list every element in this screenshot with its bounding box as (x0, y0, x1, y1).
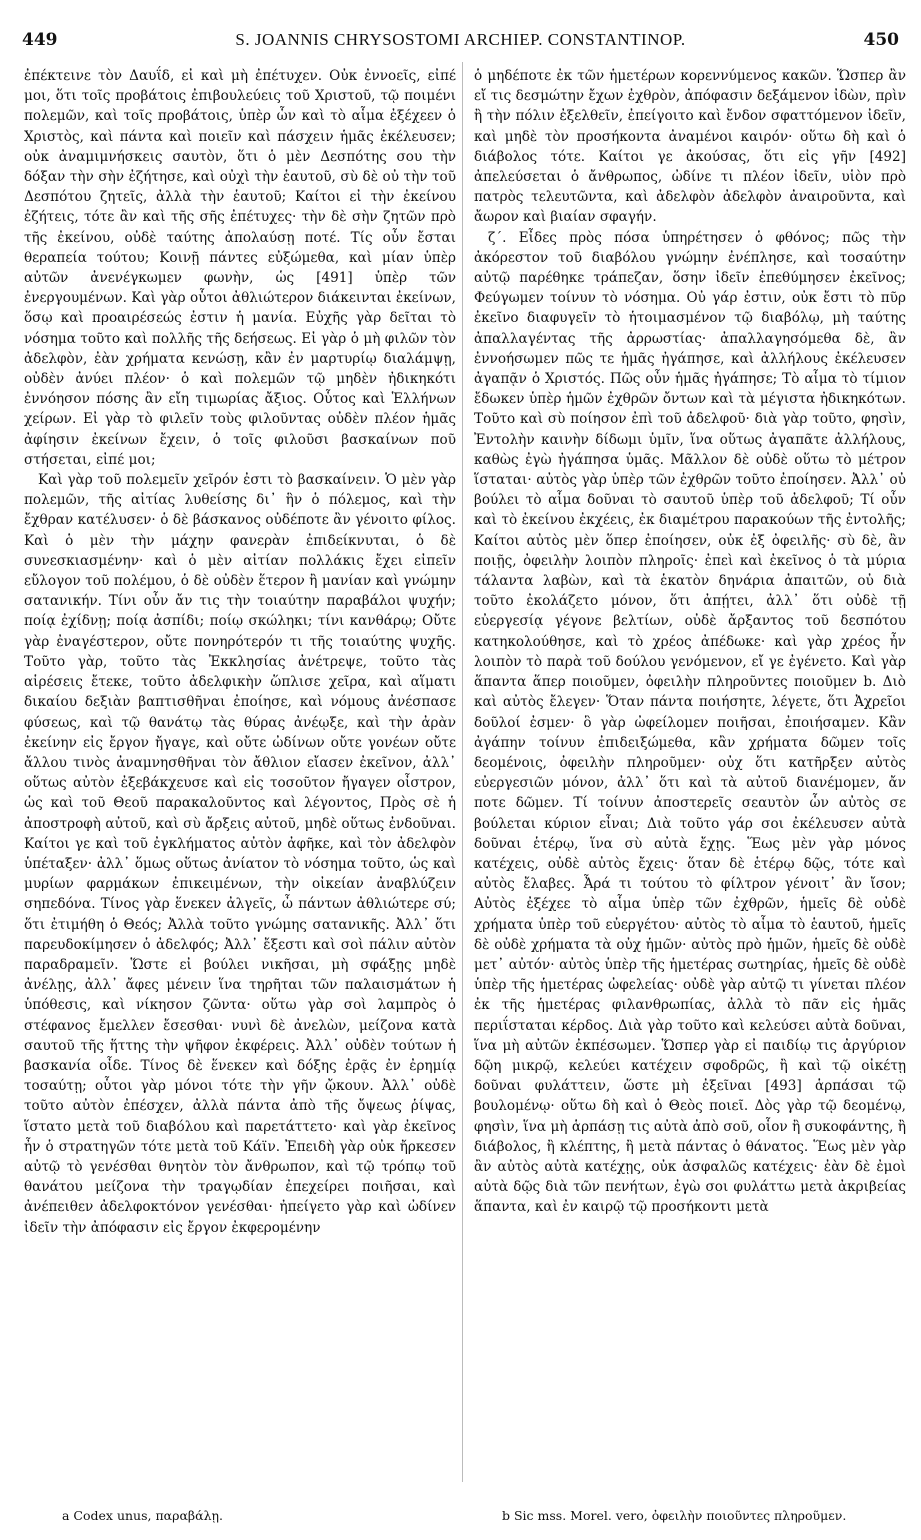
running-title: S. JOANNIS CHRYSOSTOMI ARCHIEP. CONSTANTINOP. (235, 30, 686, 49)
footnote-a: a Codex unus, παραβάλῃ. (62, 1508, 223, 1523)
column-divider (462, 62, 463, 1482)
right-column (474, 66, 906, 1484)
paragraph: Καὶ γὰρ τοῦ πολεμεῖν χεῖρόν ἐστι τὸ βασκαίνειν. Ὁ μὲν γὰρ πολεμῶν, τῆς αἰτίας λυθείσης δι᾽ ἣν ὁ πόλεμος, καὶ τὴν ἔχθραν κατέλυσεν· ὁ δὲ βάσκανος οὐδέποτε ἂν γένοιτο φίλος. Καὶ ὁ μὲν τὴν μάχην φανερὰν ἐπιδείκνυται, ὁ δὲ συνεσκιασμένην· καὶ ὁ μὲν αἰτίαν πολλάκις ἔχει εἰπεῖν εὔλογον τοῦ πολέμου, ὁ δὲ οὐδὲν ἕτερον ἢ μανίαν καὶ γνώμην σατανικήν. Τίνι οὖν ἄν τις τὴν τοιαύτην παραβάλοι ψυχήν; ποίᾳ ἐχίδνῃ; ποίᾳ ἀσπίδι; ποίῳ σκώληκι; τίνι κανθάρῳ; Οὔτε γὰρ ἐναγέστερον, οὔτε πονηρότερόν τι τῆς τοιαύτης ψυχῆς. Τοῦτο γὰρ, τοῦτο τὰς Ἐκκλησίας ἀνέτρεψε, τοῦτο τὰς αἱρέσεις ἔτεκε, τοῦτο ἀδελφικὴν ὥπλισε χεῖρα, καὶ αἵματι δικαίου δεξιὰν βαπτισθῆναι ἐποίησε, καὶ νόμους ἀνέσπασε φύσεως, καὶ τῷ θανάτῳ τὰς θύρας ἀνέῳξε, καὶ τὴν ἀρὰν ἐκείνην εἰς ἔργον ἤγαγε, καὶ οὔτε ὠδίνων οὔτε γονέων οὔτε ἄλλου τινὸς ἀναμνησθῆναι τὸν ἄθλιον εἴασεν ἐκεῖνον, ἀλλ᾽ οὕτως αὐτὸν ἐξεβάκχευσε καὶ εἰς τοσοῦτον ἤγαγεν οἶστρον, ὡς καὶ τοῦ Θεοῦ παρακαλοῦντος καὶ λέγοντος, Πρὸς σὲ ἡ ἀποστροφὴ αὐτοῦ, καὶ σὺ ἄρξεις αὐτοῦ, μηδὲ οὕτως ἐνδοῦναι. Καίτοι γε καὶ τοῦ ἐγκλήματος αὐτὸν ἀφῆκε, καὶ τὸν ἀδελφὸν ὑπέταξεν· ἀλλ᾽ ὅμως οὕτως ἀνίατον τὸ νόσημα τοῦτο, ὡς καὶ μυρίων φαρμάκων ἐπικειμένων, τὴν οἰκείαν ἀναβλύζειν σηπεδόνα. Τίνος γὰρ ἕνεκεν ἀλγεῖς, ὦ πάντων ἀθλιώτερε σύ; ὅτι ἐτιμήθη ὁ Θεός; Ἀλλὰ τοῦτο γνώμης σατανικῆς. Ἀλλ᾽ ὅτι παρευδοκίμησεν ὁ ἀδελφός; Ἀλλ᾽ ἔξεστι καὶ σοὶ πάλιν αὐτὸν παραδραμεῖν. Ὥστε εἰ βούλει νικῆσαι, μὴ σφάξῃς μηδὲ ἀνέλῃς, ἀλλ᾽ ἄφες μένειν ἵνα τηρῆται τῶν παλαισμάτων ἡ ὑπόθεσις, καὶ νίκησον ζῶντα· οὕτω γὰρ σοὶ λαμπρὸς ὁ στέφανος ἔμελλεν ἔσεσθαι· νυνὶ δὲ ἀνελὼν, μείζονα κατὰ σαυτοῦ τῆς ἥττης τὴν ψῆφον ἐκφέρεις. Ἀλλ᾽ οὐδὲν τούτων ἡ βασκανία οἶδε. Τίνος δὲ ἕνεκεν καὶ δόξης ἐρᾷς ἐν ἐρημίᾳ τοσαύτῃ; οὗτοι γὰρ μόνοι τότε τὴν γῆν ᾤκουν. Ἀλλ᾽ οὐδὲ τοῦτο αὐτὸν ἐπέσχεν, ἀλλὰ πάντα ἀπὸ τῆς ὄψεως ῥίψας, ἵστατο μετὰ τοῦ διαβόλου καὶ παρετάττετο· καὶ γὰρ ἐκεῖνος ἦν ὁ στρατηγῶν τότε μετὰ τοῦ Κάϊν. Ἐπειδὴ γὰρ οὐκ ἤρκεσεν αὐτῷ τὸ γενέσθαι θνητὸν τὸν ἄνθρωπον, καὶ τῷ τρόπῳ τοῦ θανάτου μείζονα τὴν τραγῳδίαν ἐπεχείρει ποιῆσαι, καὶ ἀνέπειθεν ἀδελφοκτόνον γενέσθαι· ἠπείγετο γὰρ καὶ ὠδίνεν ἰδεῖν τὴν ἀπόφασιν εἰς ἔργον ἐκφερομένην (24, 472, 456, 1236)
left-column (24, 66, 456, 1484)
page-number-left: 449 (22, 30, 58, 50)
paragraph: ζ΄. Εἶδες πρὸς πόσα ὑπηρέτησεν ὁ φθόνος; πῶς τὴν ἀκόρεστον τοῦ διαβόλου γνώμην ἐνέπλησε, καὶ τοσαύτην αὐτῷ παρέθηκε τράπεζαν, ὅσην ἰδεῖν ἐπεθύμησεν ἐκεῖνος; Φεύγωμεν τοίνυν τὸ νόσημα. Οὐ γάρ ἐστιν, οὐκ ἔστι τὸ πῦρ ἐκεῖνο διαφυγεῖν τὸ ἡτοιμασμένον τῷ διαβόλῳ, μὴ ταύτης ἀπαλλαγέντας τῆς ἀρρωστίας· ἀπαλλαγησόμεθα δὲ, ἂν ἐννοήσωμεν πῶς τε ἡμᾶς ἠγάπησε, καὶ ἀλλήλους ἐκέλευσεν ἀγαπᾷν ὁ Χριστός. Πῶς οὖν ἡμᾶς ἠγάπησε; Τὸ αἷμα τὸ τίμιον ἔδωκεν ὑπὲρ ἡμῶν ἐχθρῶν ὄντων καὶ τὰ μέγιστα ἠδικηκότων. Τοῦτο καὶ σὺ ποίησον ἐπὶ τοῦ ἀδελφοῦ· διὰ γὰρ τοῦτο, φησὶν, Ἐντολὴν καινὴν δίδωμι ὑμῖν, ἵνα οὕτως ἀγαπᾶτε ἀλλήλους, καθὼς ἐγὼ ἠγάπησα ὑμᾶς. Μᾶλλον δὲ οὐδὲ οὕτω τὸ μέτρον ἵσταται· αὐτὸς γὰρ ὑπὲρ τῶν ἐχθρῶν τοῦτο ἐποίησεν. Ἀλλ᾽ οὐ βούλει τὸ αἷμα δοῦναι τὸ σαυτοῦ ὑπὲρ τοῦ ἀδελφοῦ; Τί οὖν καὶ τὸ ἐκείνου ἐκχέεις, ἐκ διαμέτρου παρακούων τῆς ἐντολῆς; Καίτοι αὐτὸς μὲν ὅπερ ἐποίησεν, οὐκ ἐξ ὀφειλῆς· σὺ δὲ, ἂν ποιῇς, ὀφειλὴν λοιπὸν πληροῖς· ἐπεὶ καὶ ἐκεῖνος ὁ τὰ μύρια τάλαντα λαβὼν, καὶ τὰ ἑκατὸν δηνάρια ἀπαιτῶν, οὐ διὰ τοῦτο ἐκολάζετο μόνον, ὅτι ἀπῄτει, ἀλλ᾽ ὅτι οὐδὲ τῇ εὐεργεσίᾳ γέγονε βελτίων, οὐδὲ ἄρξαντος τοῦ δεσπότου κατηκολούθησε, καὶ τὸ χρέος ἀπέδωκε· καὶ γὰρ χρέος ἦν λοιπὸν τὸ παρὰ τοῦ δούλου γενόμενον, εἴ γε ἐγένετο. Καὶ γὰρ ἅπαντα ἅπερ ποιοῦμεν, ὀφειλὴν πληροῦντες ποιοῦμεν b. Διὸ καὶ αὐτὸς ἔλεγεν· Ὅταν πάντα ποιήσητε, λέγετε, ὅτι Ἀχρεῖοι δοῦλοί ἐσμεν· ὃ γὰρ ὠφείλομεν ποιῆσαι, ἐποιήσαμεν. Κἂν ἀγάπην τοίνυν ἐπιδειξώμεθα, κἂν χρήματα δῶμεν τοῖς δεομένοις, ὀφειλὴν πληροῦμεν· οὐχ ὅτι κατῆρξεν αὐτὸς εὐεργεσιῶν μόνον, ἀλλ᾽ ὅτι καὶ τὰ αὐτοῦ διανέμομεν, ἄν ποτε δῶμεν. Τί τοίνυν ἀποστερεῖς σεαυτὸν ὧν αὐτὸς σε βούλεται κύριον εἶναι; Διὰ τοῦτο γάρ σοι ἐκέλευσεν αὐτὰ δοῦναι ἑτέρῳ, ἵνα σὺ αὐτὰ ἔχῃς. Ἕως μὲν γὰρ μόνος κατέχεις, οὐδὲ αὐτὸς ἔχεις· ὅταν δὲ ἑτέρῳ δῷς, τότε καὶ αὐτὸς ἔλαβες. Ἆρά τι τούτου τὸ φίλτρον γένοιτ᾽ ἂν ἴσον; Αὐτὸς ἐξέχεε τὸ αἷμα ὑπὲρ τῶν ἐχθρῶν, ἡμεῖς δὲ οὐδὲ χρήματα ὑπὲρ τοῦ εὐεργέτου· αὐτὸς τὸ αἷμα τὸ ἑαυτοῦ, ἡμεῖς δὲ οὐδὲ χρήματα τὰ οὐχ ἡμῶν· αὐτὸς πρὸ ἡμῶν, ἡμεῖς δὲ οὐδὲ μετ᾽ αὐτόν· αὐτὸς ὑπὲρ τῆς ἡμετέρας σωτηρίας, ἡμεῖς δὲ οὐδὲ ὑπὲρ τῆς ἡμετέρας ὠφελείας· οὐδὲ γὰρ αὐτῷ τι γίνεται πλέον ἐκ τῆς ἡμετέρας φιλανθρωπίας, ἀλλὰ τὸ πᾶν εἰς ἡμᾶς περιΐσταται κέρδος. Διὰ γὰρ τοῦτο καὶ κελεύσει αὐτὰ δοῦναι, ἵνα μὴ αὐτῶν ἐκπέσωμεν. Ὥσπερ γὰρ εἰ παιδίῳ τις ἀργύριον δῷη μικρῷ, κελεύει κατέχειν σφοδρῶς, ἢ καὶ τῷ οἰκέτῃ δοῦναι φυλάττειν, ὥστε μὴ ἐξεῖναι [493] ἁρπάσαι τῷ βουλομένῳ· οὕτω δὴ καὶ ὁ Θεὸς ποιεῖ. Δὸς γὰρ τῷ δεομένῳ, φησὶν, ἵνα μὴ ἁρπάσῃ τις αὐτὰ ἀπὸ σοῦ, οἷον ἢ συκοφάντης, ἢ διάβολος, ἢ κλέπτης, ἢ μετὰ πάντας ὁ θάνατος. Ἕως μὲν γὰρ ἂν αὐτὸς αὐτὰ κατέχῃς, οὐκ ἀσφαλῶς κατέχεις· ἐὰν δὲ ἐμοὶ αὐτὰ δῷς διὰ τῶν πενήτων, ἐγὼ σοι φυλάττω μετὰ ἀκριβείας ἅπαντα, καὶ ἐν καιρῷ τῷ προσήκοντι μετὰ (474, 229, 906, 1216)
paragraph: ἐπέκτεινε τὸν Δαυΐδ, εἰ καὶ μὴ ἐπέτυχεν. Οὐκ ἐννοεῖς, εἰπέ μοι, ὅτι τοῖς προβάτοις ἐπιβουλεύεις τοῦ Χριστοῦ, τῷ ποιμένι πολεμῶν, καὶ τοῖς προβάτοις, ὑπὲρ ὧν καὶ τὸ αἷμα ἐξέχεεν ὁ Χριστὸς, καὶ πάντα καὶ ποιεῖν καὶ πάσχειν ἡμᾶς ἐκέλευσεν; οὐκ ἀναμιμνήσκεις σαυτὸν, ὅτι ὁ μὲν Δεσπότης σου τὴν δόξαν τὴν σὴν ἐζήτησε, καὶ οὐχὶ τὴν ἑαυτοῦ, σὺ δὲ οὐ τὴν τοῦ Δεσπότου ζητεῖς, ἀλλὰ τὴν ἑαυτοῦ; Καίτοι εἰ τὴν ἐκείνου ἐζήτεις, τότε ἂν καὶ τῆς σῆς ἐπέτυχες· τὴν δὲ σὴν ζητῶν πρὸ τῆς ἐκείνου, οὐδὲ ταύτης ἀπολαύσῃ ποτέ. Τίς οὖν ἔσται θεραπεία τούτου; Κοινῇ πάντες εὐξώμεθα, καὶ μίαν ὑπὲρ αὐτῶν ἀνενέγκωμεν φωνὴν, ὡς [491] ὑπὲρ τῶν ἐνεργουμένων. Καὶ γὰρ οὗτοι ἀθλιώτερον διάκεινται ἐκείνων, ὅσῳ καὶ προαιρέσεώς ἐστιν ἡ μανία. Εὐχῆς γὰρ δεῖται τὸ νόσημα τοῦτο καὶ πολλῆς τῆς δεήσεως. Εἰ γὰρ ὁ μὴ φιλῶν τὸν ἀδελφὸν, ἐὰν χρήματα κενώσῃ, κἂν ἐν μαρτυρίῳ διαλάμψῃ, οὐδὲν ἀνύει πλέον· ὁ καὶ πολεμῶν τῷ μηδὲν ἠδικηκότι ἐννόησον πόσης ἂν εἴη τιμωρίας ἄξιος. Οὗτος καὶ Ἑλλήνων χείρων. Εἰ γὰρ τὸ φιλεῖν τοὺς φιλοῦντας οὐδὲν πλέον ἡμᾶς ἀφίησιν ἐκείνων ἔχειν, ὁ τοῖς φιλοῦσι βασκαίνων ποῦ στήσεται, εἰπέ μοι; (24, 68, 456, 468)
footnote-b: b Sic mss. Morel. vero, ὀφειλὴν ποιοῦντες πληροῦμεν. (502, 1508, 847, 1523)
running-header (22, 30, 899, 56)
page-number-right: 450 (863, 30, 899, 50)
paragraph: ὁ μηδέποτε ἐκ τῶν ἡμετέρων κορεννύμενος κακῶν. Ὥσπερ ἂν εἴ τις δεσμώτην ἔχων ἐχθρὸν, ἀπόφασιν δεξάμενον ἰδὼν, πρὶν ἢ τὴν πόλιν ἐξελθεῖν, ἐπείγοιτο καὶ ἔνδον σφαττόμενον ἰδεῖν, καὶ μηδὲ τὸν προσήκοντα ἀναμένοι καιρόν· οὕτω δὴ καὶ ὁ διάβολος τότε. Καίτοι γε ἀκούσας, ὅτι εἰς γῆν [492] ἀπελεύσεται ὁ ἄνθρωπος, ὠδίνε τι πλέον ἰδεῖν, υἱὸν πρὸ πατρὸς τελευτῶντα, καὶ ἀδελφὸν ἀδελφὸν ἀναιροῦντα, καὶ ἄωρον καὶ βιαίαν σφαγήν. (474, 68, 906, 226)
